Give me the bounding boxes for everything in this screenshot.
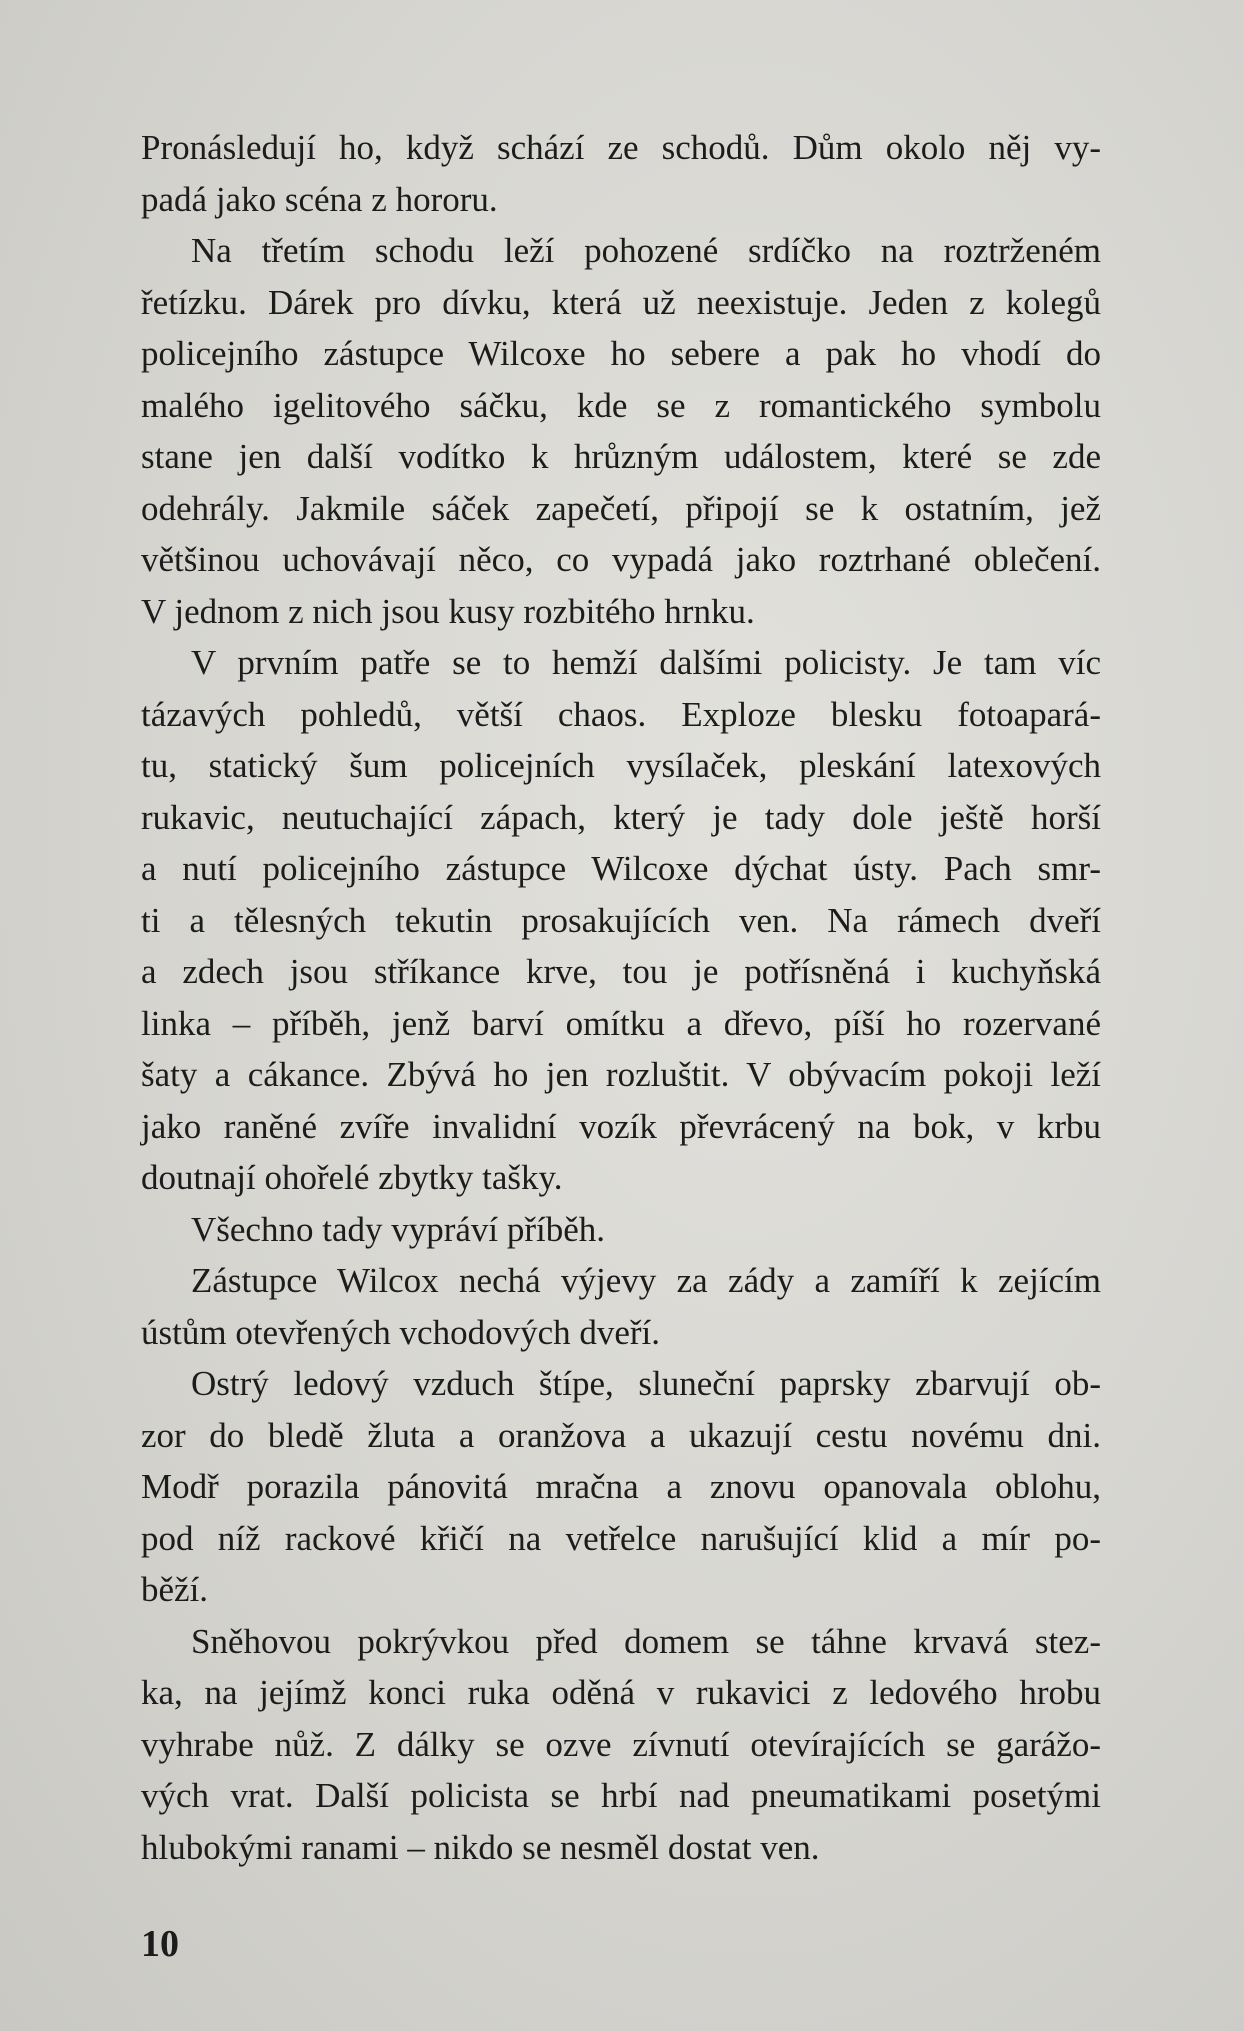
text-line: vých vrat. Další policista se hrbí nad pneumatikami posetými: [141, 1776, 1101, 1815]
paragraph: [141, 637, 1101, 1204]
text-line: odehrály. Jakmile sáček zapečetí, připojí se k ostatním, jež: [141, 488, 1101, 528]
text-line: běží.: [141, 1570, 209, 1609]
text-line: malého igelitového sáčku, kde se z romantického symbolu: [141, 385, 1101, 425]
text-line: Na třetím schodu leží pohozené srdíčko na roztrženém: [191, 231, 1101, 270]
text-line: Pronásledují ho, když schází ze schodů. Dům okolo něj vy-: [141, 128, 1101, 167]
text-line: V jednom z nich jsou kusy rozbitého hrnku.: [141, 591, 755, 631]
text-line: V prvním patře se to hemží dalšími policisty. Je tam víc: [191, 643, 1101, 682]
paragraph: [141, 1358, 1101, 1616]
text-line: tu, statický šum policejních vysílaček, pleskání latexových: [141, 746, 1101, 785]
text-line: Zástupce Wilcox nechá výjevy za zády a zamíří k zejícím: [191, 1261, 1101, 1300]
text-line: a nutí policejního zástupce Wilcoxe dýchat ústy. Pach smr-: [141, 849, 1101, 888]
paragraph: [141, 1204, 1101, 1256]
text-line: a zdech jsou stříkance krve, tou je potřísněná i kuchyňská: [141, 952, 1101, 991]
text-line: šaty a cákance. Zbývá ho jen rozluštit. V obývacím pokoji leží: [141, 1055, 1101, 1094]
text-line: většinou uchovávají něco, co vypadá jako roztrhané oblečení.: [141, 540, 1101, 579]
text-line: Ostrý ledový vzduch štípe, sluneční paprsky zbarvují ob-: [191, 1364, 1101, 1403]
text-line: ka, na jejímž konci ruka oděná v rukavici z ledového hrobu: [141, 1673, 1101, 1712]
text-line: Sněhovou pokrývkou před domem se táhne krvavá stez-: [191, 1621, 1101, 1661]
text-line: Modř porazila pánovitá mračna a znovu opanovala oblohu,: [141, 1467, 1101, 1506]
text-line: vyhrabe nůž. Z dálky se ozve zívnutí otevírajících se garážo-: [141, 1724, 1101, 1764]
paragraph: [141, 122, 1101, 225]
text-line: pod níž rackové křičí na vetřelce narušující klid a mír po-: [141, 1518, 1101, 1558]
text-line: Všechno tady vypráví příběh.: [191, 1209, 606, 1249]
text-line: hlubokými ranami – nikdo se nesměl dostat ven.: [141, 1827, 820, 1867]
text-line: rukavic, neutuchající zápach, který je tady dole ještě horší: [141, 797, 1101, 837]
text-line: ústům otevřených vchodových dveří.: [141, 1312, 661, 1352]
text-line: doutnají ohořelé zbytky tašky.: [141, 1158, 563, 1197]
paragraph: [141, 225, 1101, 637]
paragraph: [141, 1255, 1101, 1358]
text-line: padá jako scéna z hororu.: [141, 179, 498, 219]
text-line: ti a tělesných tekutin prosakujících ven. Na rámech dveří: [141, 900, 1101, 940]
page-number: 10: [141, 1923, 179, 1965]
text-line: policejního zástupce Wilcoxe ho sebere a pak ho vhodí do: [141, 334, 1101, 373]
text-line: zor do bledě žluta a oranžova a ukazují cestu novému dni.: [141, 1415, 1101, 1455]
page-body-text: [141, 122, 1101, 1873]
text-line: jako raněné zvíře invalidní vozík převrácený na bok, v krbu: [141, 1106, 1101, 1146]
text-line: řetízku. Dárek pro dívku, která už neexistuje. Jeden z kolegů: [141, 282, 1101, 322]
text-line: stane jen další vodítko k hrůzným událostem, které se zde: [141, 437, 1101, 476]
text-line: tázavých pohledů, větší chaos. Exploze blesku fotoapará-: [141, 694, 1101, 734]
text-line: linka – příběh, jenž barví omítku a dřevo, píší ho rozervané: [141, 1003, 1101, 1043]
paragraph: [141, 1616, 1101, 1874]
